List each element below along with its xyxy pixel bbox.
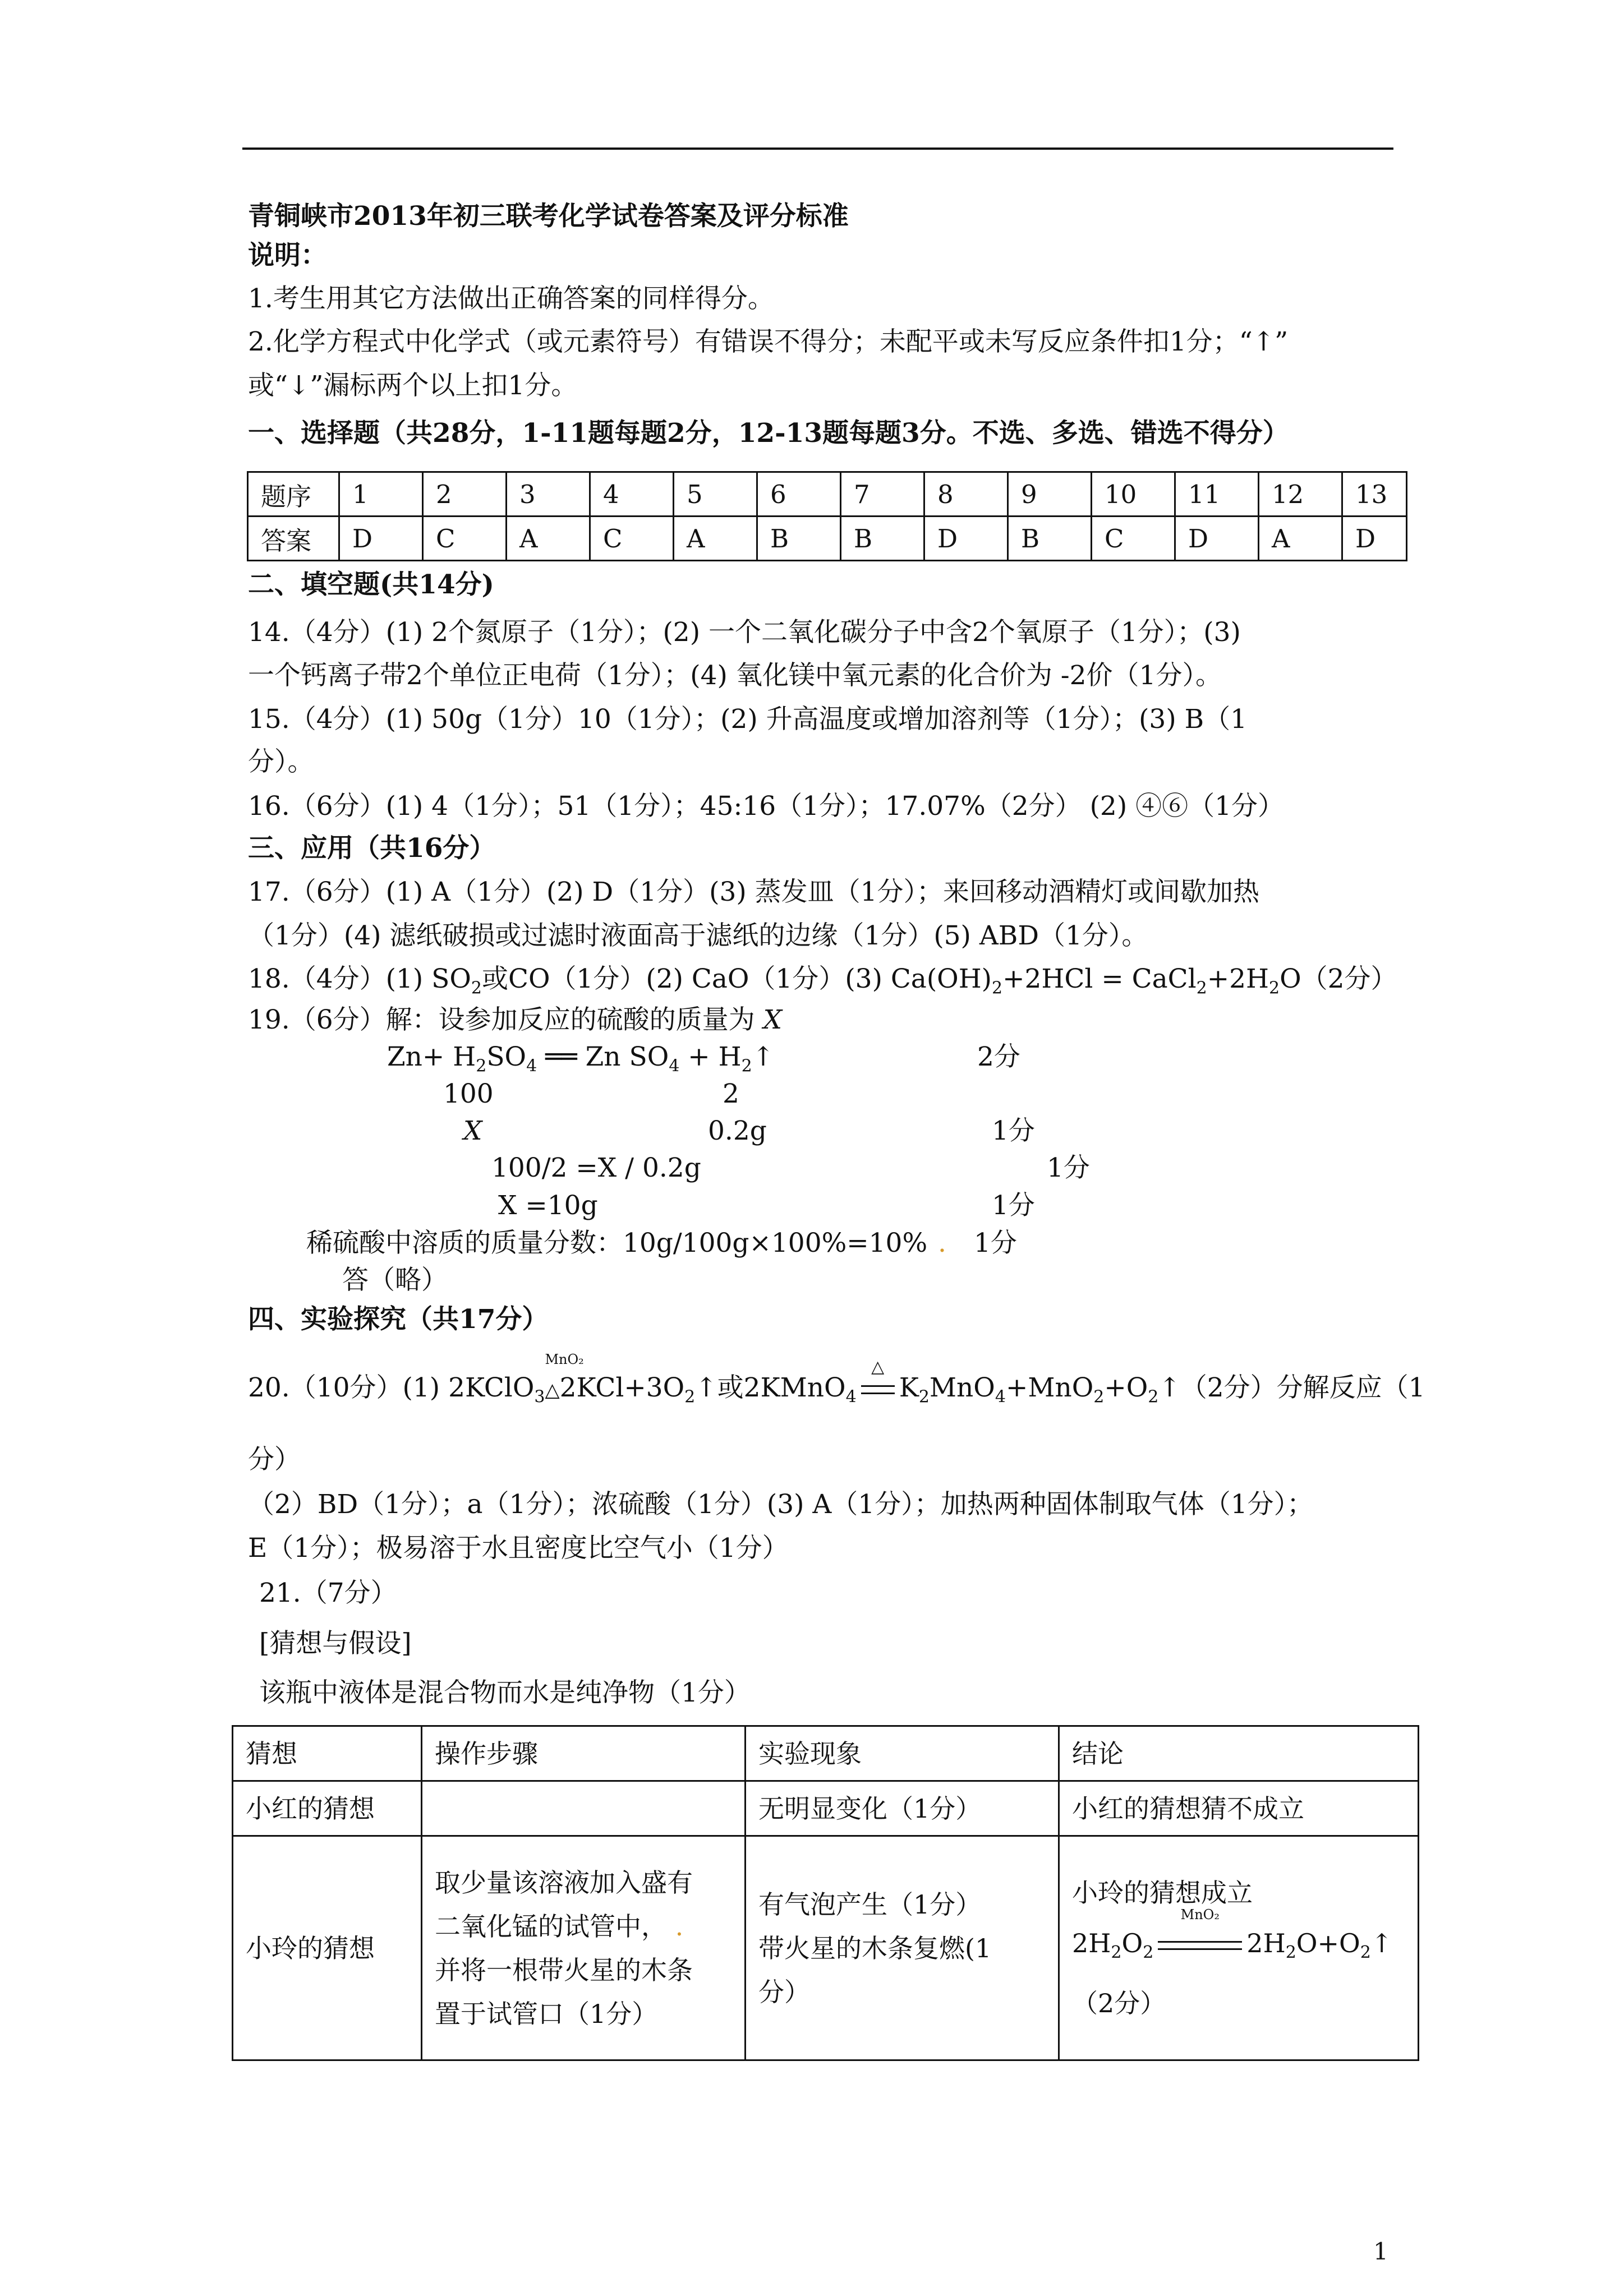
table-cell: A (507, 517, 590, 561)
q19-intro-text: 19.（6分）解：设参加反应的硫酸的质量为 (248, 1004, 763, 1035)
subscript: 2 (1111, 1943, 1122, 1963)
q17-line-2: （1分）(4) 滤纸破损或过滤时液面高于滤纸的边缘（1分）(5) ABD（1分）。 (248, 920, 1148, 951)
table-cell: 小红的猜想 (233, 1781, 422, 1836)
table-cell: B (1008, 517, 1092, 561)
q20-line-3: （2）BD（1分）；a（1分）；浓硫酸（1分）(3) A（1分）；加热两种固体制取气体（1分）； (248, 1489, 1314, 1520)
q19-score-3: 1分 (992, 1115, 1035, 1146)
table-cell: B (757, 517, 841, 561)
subscript: 2 (918, 1387, 930, 1407)
note-1: 1.考生用其它方法做出正确答案的同样得分。 (248, 283, 774, 314)
subscript: 2 (1148, 1387, 1159, 1407)
q18-text: +2HCl = CaCl (1002, 963, 1197, 994)
table-cell: 7 (841, 472, 924, 517)
q18-text: 18.（4分）(1) SO (248, 963, 471, 994)
equals-sign (1158, 1941, 1242, 1950)
table-cell: 1 (339, 472, 423, 517)
subscript: 2 (1285, 1943, 1296, 1963)
q19-score-5: 1分 (992, 1190, 1035, 1221)
notes-heading: 说明： (248, 240, 327, 271)
q20-text: +O (1104, 1372, 1148, 1403)
q18-text: 或CO（1分）(2) CaO（1分）(3) Ca(OH) (482, 963, 992, 994)
q19-score-1: 2分 (977, 1041, 1020, 1072)
eq-part: O+O (1296, 1928, 1360, 1958)
eq-part: O (1121, 1928, 1143, 1958)
table-cell (422, 1781, 746, 1836)
q19-percent: 稀硫酸中溶质的质量分数：10g/100g×100%=10% (306, 1228, 928, 1258)
choice-answer-table (247, 471, 1407, 561)
q19-ratio-2: 2 (723, 1078, 739, 1109)
catalyst-label: MnO₂ (1180, 1906, 1220, 1922)
catalyst-label: MnO₂ (545, 1352, 584, 1367)
subscript: 2 (741, 1056, 752, 1076)
table-cell: 6 (757, 472, 841, 517)
subscript: 2 (1143, 1943, 1154, 1963)
table-cell: C (590, 517, 674, 561)
reaction-condition (857, 1357, 899, 1407)
table-cell: 2 (423, 472, 507, 517)
row-label-answer: 答案 (248, 517, 339, 561)
table-cell: 11 (1175, 472, 1259, 517)
table-cell: 8 (924, 472, 1008, 517)
header-conclusion: 结论 (1059, 1726, 1419, 1781)
reaction-condition (1153, 1906, 1246, 1968)
section-4-heading: 四、实验探究（共17分） (248, 1304, 549, 1335)
eq-part: ↑ (752, 1041, 775, 1072)
table-cell: 小红的猜想猜不成立 (1059, 1781, 1419, 1836)
q17-line-1: 17.（6分）(1) A（1分）(2) D（1分）(3) 蒸发皿（1分）；来回移动酒精灯或间歇加热 (248, 877, 1260, 907)
table-cell: A (1259, 517, 1342, 561)
q14-line-1: 14.（4分）(1) 2个氮原子（1分）；(2) 一个二氧化碳分子中含2个氧原子（1分）；(3) (248, 617, 1241, 648)
header-guess: 猜想 (233, 1726, 422, 1781)
table-cell: D (1342, 517, 1407, 561)
q21-guess-text: 该瓶中液体是混合物而水是纯净物（1分） (259, 1677, 751, 1708)
table-cell: 13 (1342, 472, 1407, 517)
q20-line-4: E（1分）；极易溶于水且密度比空气小（1分） (248, 1533, 789, 1564)
eq-part: ══ Zn SO (537, 1041, 669, 1072)
header-steps: 操作步骤 (422, 1726, 746, 1781)
conclusion-equation (1072, 1906, 1405, 2028)
q20-line-1 (248, 1352, 1425, 1416)
subscript: 4 (995, 1387, 1006, 1407)
q19-ratio-100: 100 (443, 1078, 494, 1109)
table-cell: C (423, 517, 507, 561)
eq-part: 2H (1246, 1928, 1286, 1958)
q16-line: 16.（6分）(1) 4（1分）；51（1分）；45:16（1分）；17.07%（2分） (2) ④⑥（1分） (248, 791, 1284, 822)
eq-part: ↑（2分） (1072, 1928, 1393, 2019)
q14-line-2: 一个钙离子带2个单位正电荷（1分）；(4) 氧化镁中氧元素的化合价为 -2价（1分）。 (248, 660, 1222, 691)
table-cell (422, 1836, 746, 2060)
table-row (233, 1781, 1419, 1836)
q19-intro (248, 1002, 782, 1039)
subscript: 2 (1093, 1387, 1105, 1407)
variable-x: X (763, 1004, 783, 1035)
subscript: 2 (1269, 978, 1280, 998)
conclusion-line: 小玲的猜想成立 (1072, 1877, 1253, 1908)
heat-symbol: △ (871, 1357, 885, 1377)
q21-heading: 21.（7分） (259, 1578, 397, 1608)
table-cell: 3 (507, 472, 590, 517)
table-row (248, 472, 1407, 517)
q19-x: X (463, 1115, 482, 1146)
note-2a: 2.化学方程式中化学式（或元素符号）有错误不得分；未配平或未写反应条件扣1分；“↑” (248, 326, 1289, 357)
step-line: 置于试管口（1分） (435, 1998, 658, 2029)
q19-score-6: 1分 (974, 1228, 1017, 1258)
note-2b: 或“↓”漏标两个以上扣1分。 (248, 370, 578, 401)
eq-part: Zn+ H (387, 1041, 476, 1072)
section-2-heading: 二、填空题(共14分) (248, 569, 494, 600)
table-cell (1059, 1836, 1419, 2060)
table-cell: D (1175, 517, 1259, 561)
table-cell: 12 (1259, 472, 1342, 517)
q19-result: X =10g (498, 1190, 598, 1221)
table-cell: 小玲的猜想 (233, 1836, 422, 2060)
q18-line (248, 961, 1397, 1007)
q20-text: +MnO (1005, 1372, 1094, 1403)
stray-dot: . (938, 1228, 946, 1258)
eq-part: + H (679, 1041, 742, 1072)
subscript: 2 (1196, 978, 1207, 998)
stray-dot: . (675, 1911, 684, 1942)
q18-text: +2H (1207, 963, 1269, 994)
q20-text: ↑（2分）分解反应（1 (1158, 1372, 1425, 1403)
table-cell: 9 (1008, 472, 1092, 517)
table-cell: D (924, 517, 1008, 561)
q20-text: 20.（10分）(1) 2KClO (248, 1372, 535, 1403)
header-phenomenon: 实验现象 (746, 1726, 1059, 1781)
table-cell: D (339, 517, 423, 561)
subscript: 2 (684, 1387, 696, 1407)
equals-sign (861, 1385, 895, 1394)
eq-part: 2H (1072, 1928, 1111, 1958)
table-row (233, 1726, 1419, 1781)
q20-text: K (899, 1372, 919, 1403)
subscript: 2 (992, 978, 1003, 998)
header-rule (242, 147, 1393, 150)
q15-line-2: 分）。 (248, 746, 314, 777)
step-line: 取少量该溶液加入盛有 (435, 1867, 693, 1898)
table-cell (746, 1836, 1059, 2060)
reaction-condition (545, 1352, 584, 1409)
q20-line-2: 分） (248, 1444, 301, 1475)
obs-line: 带火星的木条复燃(1 (758, 1933, 992, 1963)
q21-guess-title: [猜想与假设] (259, 1628, 412, 1659)
q20-text: 2KCl+3O (559, 1372, 685, 1403)
subscript: 2 (1360, 1943, 1371, 1963)
q20-text: ↑或2KMnO (695, 1372, 846, 1403)
subscript: 4 (669, 1056, 680, 1076)
q20-text: MnO (929, 1372, 995, 1403)
table-row (233, 1836, 1419, 2060)
table-cell: 无明显变化（1分） (746, 1781, 1059, 1836)
table-cell: 5 (674, 472, 757, 517)
subscript: 4 (845, 1387, 857, 1407)
table-cell: 4 (590, 472, 674, 517)
step-line (435, 1905, 732, 1948)
hypothesis-table (232, 1725, 1419, 2061)
eq-part: SO (486, 1041, 527, 1072)
subscript: 3 (534, 1387, 545, 1407)
table-cell: 10 (1092, 472, 1175, 517)
table-cell: B (841, 517, 924, 561)
q15-line-1: 15.（4分）(1) 50g（1分）10（1分）；(2) 升高温度或增加溶剂等（1分）；(3) B（1 (248, 704, 1248, 735)
obs-line: 有气泡产生（1分） (758, 1889, 982, 1920)
heat-symbol: △ (545, 1379, 560, 1401)
q19-mass: 0.2g (708, 1115, 767, 1146)
subscript: 4 (526, 1056, 537, 1076)
subscript: 2 (471, 978, 482, 998)
table-cell: A (674, 517, 757, 561)
q19-score-4: 1分 (1047, 1152, 1090, 1183)
q19-proportion: 100/2 =X / 0.2g (491, 1152, 701, 1183)
step-text: 二氧化锰的试管中， (435, 1911, 667, 1942)
page-title: 青铜峡市2013年初三联考化学试卷答案及评分标准 (248, 201, 849, 232)
section-3-heading: 三、应用（共16分） (248, 833, 496, 864)
page-number: 1 (1373, 2238, 1388, 2265)
subscript: 2 (476, 1056, 487, 1076)
obs-line: 分） (758, 1976, 810, 2007)
step-line: 并将一根带火星的木条 (435, 1954, 693, 1985)
table-cell: C (1092, 517, 1175, 561)
q19-answer: 答（略） (342, 1265, 448, 1295)
table-row (248, 517, 1407, 561)
row-label-number: 题序 (248, 472, 339, 517)
section-1-heading: 一、选择题（共28分，1-11题每题2分，12-13题每题3分。不选、多选、错选不得分） (248, 418, 1289, 449)
q18-text: O（2分） (1280, 963, 1397, 994)
